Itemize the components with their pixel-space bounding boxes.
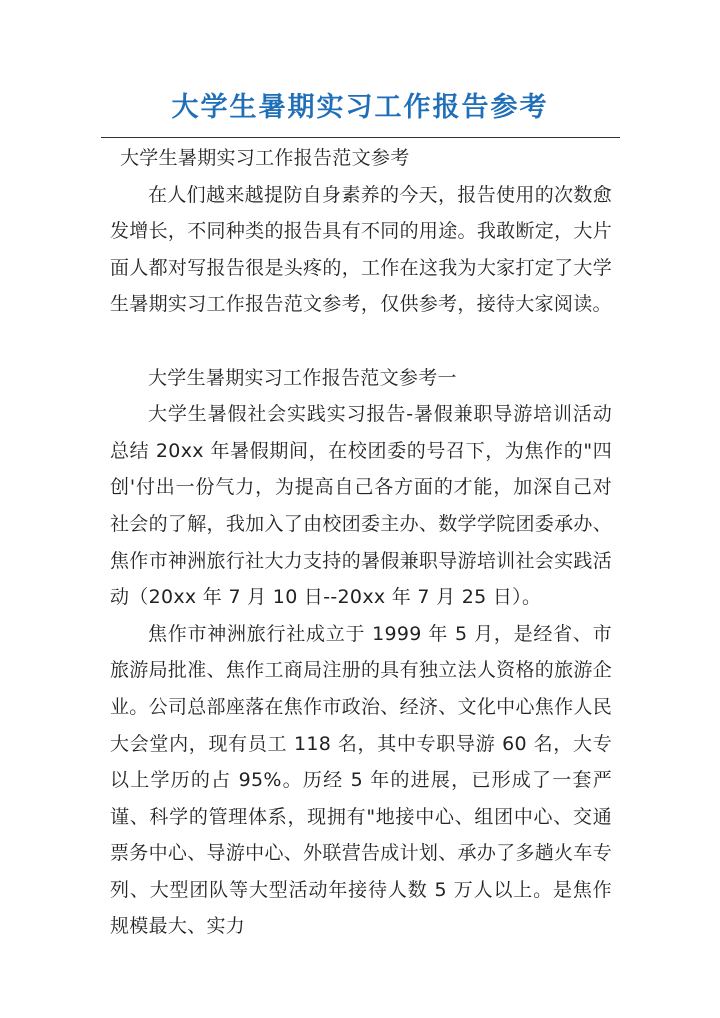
- title-divider: [101, 137, 620, 138]
- body-paragraph-2: 焦作市神洲旅行社成立于 1999 年 5 月，是经省、市旅游局批准、焦作工商局注册的具有独立法人资格的旅游企业。公司总部座落在焦作市政治、经济、文化中心焦作人民大会堂内，现有员工 118 名，其中专职导游 60 名，大专以上学历的占 95%。历经 5 年的进展，已形成了一套严谨、科学的管理体系，现拥有"地接中心、组团中心、交通票务中心、导游中心、外联营告成计划、承办了多趟火车专列、大型团队等大型活动年接待人数 5 万人以上。是焦作规模最大、实力: [110, 622, 612, 938]
- section-heading: 大学生暑期实习工作报告范文参考一: [148, 366, 457, 389]
- paragraph-spacer: [110, 323, 612, 360]
- intro-paragraph: 在人们越来越提防自身素养的今天，报告使用的次数愈发增长，不同种类的报告具有不同的用途。我敢断定，大片面人都对写报告很是头疼的，工作在这我为大家打定了大学生暑期实习工作报告范文参考，仅供参考，接待大家阅读。: [110, 183, 612, 316]
- document-body: [110, 140, 612, 945]
- document-subtitle: 大学生暑期实习工作报告范文参考: [120, 147, 410, 169]
- document-title: 大学生暑期实习工作报告参考: [171, 92, 549, 123]
- body-paragraph-1: 大学生暑假社会实践实习报告-暑假兼职导游培训活动总结 20xx 年暑假期间，在校团委的号召下，为焦作的"四创'付出一份气力，为提高自己各方面的才能，加深自己对社会的了解，我加入了由校团委主办、数学学院团委承办、焦作市神洲旅行社大力支持的暑假兼职导游培训社会实践活动（20xx 年 7 月 10 日--20xx 年 7 月 25 日）。: [110, 403, 612, 609]
